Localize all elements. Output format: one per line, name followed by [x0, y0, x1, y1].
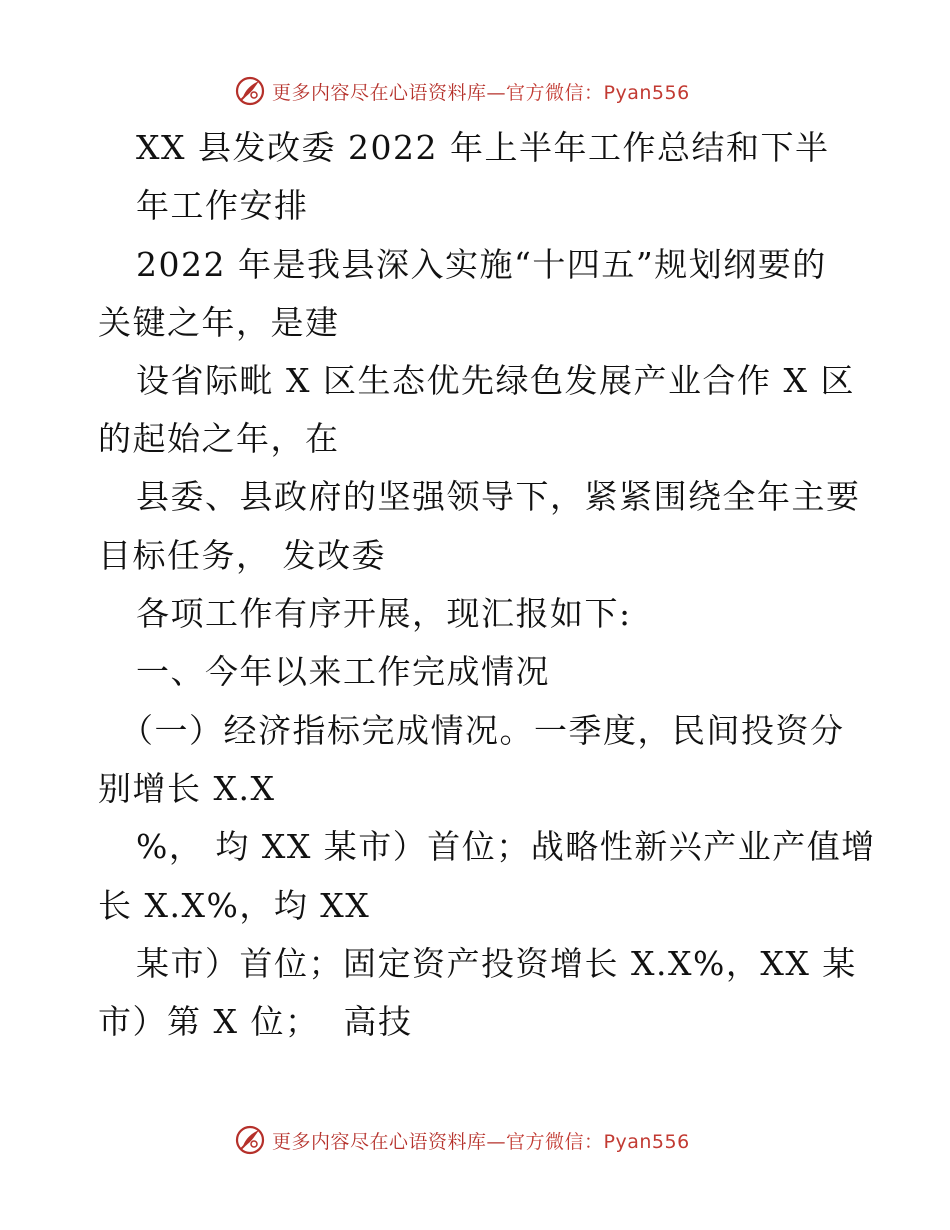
watermark-contact: 官方微信：Pyan556 [506, 1130, 690, 1153]
section-heading: 一、今年以来工作完成情况 [136, 652, 550, 691]
body-line: （一）经济指标完成情况。一季度，民间投资分 [120, 711, 845, 750]
header-watermark [234, 73, 690, 109]
document-title-line-1: XX 县发改委 2022 年上半年工作总结和下半 [136, 128, 830, 167]
body-line: 别增长 X.X [98, 769, 276, 808]
body-line: 某市）首位；固定资产投资增长 X.X%，XX 某 [136, 944, 857, 983]
quill-pen-logo-icon [234, 1124, 266, 1156]
watermark-brand: 更多内容尽在心语资料库 [272, 81, 487, 104]
body-line: 目标任务， 发改委 [98, 536, 386, 575]
body-line: 2022 年是我县深入实施“十四五”规划纲要的 [136, 245, 827, 284]
watermark-separator: — [486, 81, 507, 104]
footer-watermark [234, 1122, 690, 1158]
document-title-line-2: 年工作安排 [136, 186, 309, 225]
body-line: 设省际毗 X 区生态优先绿色发展产业合作 X 区 [136, 361, 855, 400]
body-line: %， 均 XX 某市）首位；战略性新兴产业产值增 [136, 827, 876, 866]
body-line: 的起始之年，在 [98, 419, 340, 458]
watermark-contact: 官方微信：Pyan556 [506, 81, 690, 104]
quill-pen-logo-icon [234, 75, 266, 107]
body-line: 市）第 X 位； 高技 [98, 1002, 413, 1041]
watermark-brand: 更多内容尽在心语资料库 [272, 1130, 487, 1153]
body-line: 各项工作有序开展，现汇报如下: [136, 594, 632, 633]
body-line: 关键之年，是建 [98, 303, 340, 342]
watermark-separator: — [486, 1130, 507, 1153]
body-line: 长 X.X%，均 XX [98, 886, 371, 925]
watermark-text [272, 78, 690, 105]
watermark-text [272, 1127, 690, 1154]
body-line: 县委、县政府的坚强领导下，紧紧围绕全年主要 [136, 477, 861, 516]
